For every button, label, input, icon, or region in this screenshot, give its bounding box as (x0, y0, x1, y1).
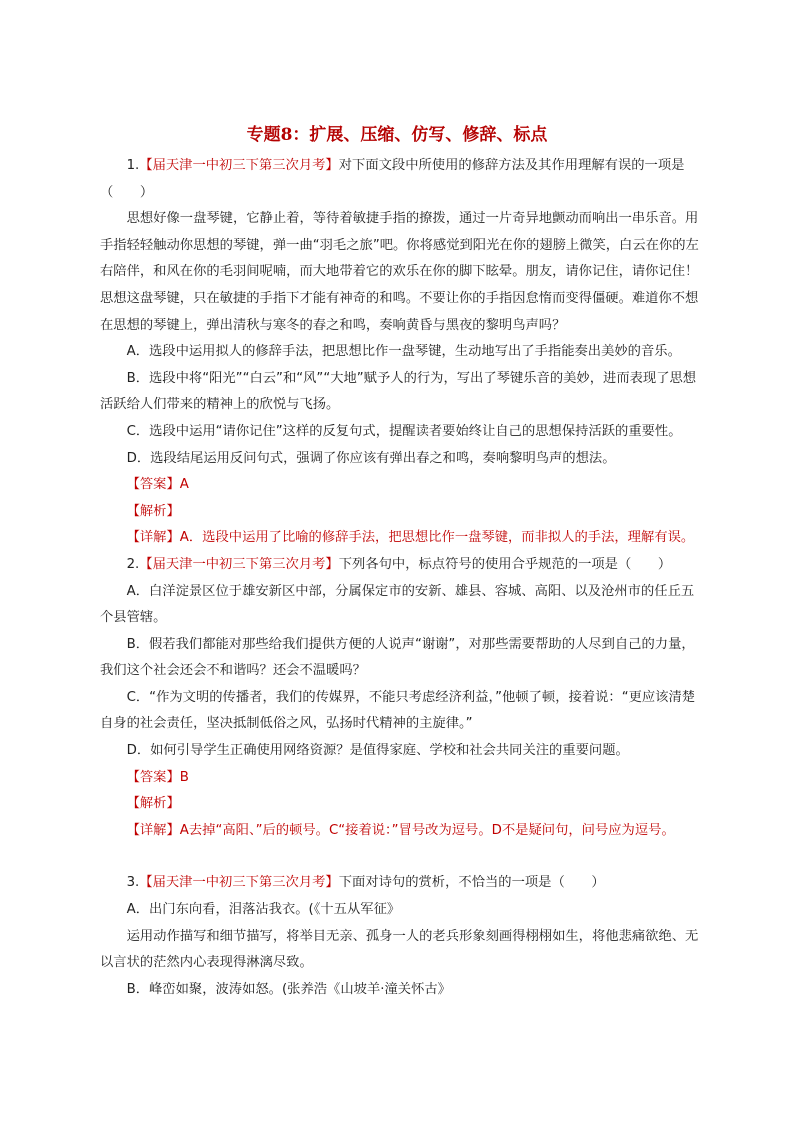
option-d: D．如何引导学生正确使用网络资源？是值得家庭、学校和社会共同关注的重要问题。 (126, 743, 629, 759)
option-b: B．假若我们都能对那些给我们提供方便的人说声“谢谢”，对那些需要帮助的人尽到自己的力量，我们这个社会还会不和谐吗？还会不温暖吗？ (100, 636, 695, 679)
option-c: C．选段中运用“请你记住”这样的反复句式，提醒读者要始终让自己的思想保持活跃的重要性。 (126, 423, 682, 439)
question-text: 下列各句中，标点符号的使用合乎规范的一项是（ ） (338, 556, 672, 572)
question-number: 3. (126, 875, 140, 891)
question-text: 下面对诗句的赏析，不恰当的一项是（ ） (338, 875, 605, 891)
answer-label: 【答案】 (126, 769, 180, 785)
answer-value: A (179, 477, 189, 493)
question-source: 【届天津一中初三下第三次月考】 (139, 158, 339, 173)
option-a: A．白洋淀景区位于雄安新区中部，分属保定市的安新、雄县、容城、高阳、以及沧州市的任丘五个县管辖。 (100, 583, 695, 626)
detail-label: 【详解】 (126, 530, 180, 546)
option-a: A．选段中运用拟人的修辞手法，把思想比作一盘琴键，生动地写出了手指能奏出美妙的音乐。 (126, 344, 681, 360)
option-b: B．选段中将“阳光”“白云”和“风”“大地”赋予人的行为，写出了琴键乐音的美妙，进而表现了思想活跃给人们带来的精神上的欣悦与飞扬。 (100, 370, 697, 413)
option-a: A．出门东向看，泪落沾我衣。(《十五从军征》 (126, 902, 401, 918)
question-source: 【届天津一中初三下第三次月考】 (139, 875, 339, 891)
question-2-stem (100, 552, 700, 579)
answer-line (100, 765, 700, 792)
detail-label: 【详解】 (126, 822, 180, 838)
analysis-label: 【解析】 (126, 503, 180, 519)
answer-line (100, 472, 700, 499)
answer-label: 【答案】 (126, 477, 180, 493)
question-3-stem (100, 870, 700, 897)
question-text: 对下面文段中所使用的修辞方法及其作用理解有误的一项是 (338, 158, 685, 173)
detail-line (100, 525, 700, 552)
option-d: D．选段结尾运用反问句式，强调了你应该有弹出春之和鸣，奏响黎明鸟声的想法。 (126, 450, 616, 466)
analysis-label: 【解析】 (126, 796, 180, 812)
detail-text: A去掉“高阳、”后的顿号。C“接着说：”冒号改为逗号。D不是疑问句，问号应为逗号。 (179, 822, 675, 838)
spacer (100, 844, 700, 870)
page-title: 专题8：扩展、压缩、仿写、修辞、标点 (246, 125, 548, 145)
question-number: 1. (126, 158, 140, 173)
detail-text: A．选段中运用了比喻的修辞手法，把思想比作一盘琴键，而非拟人的手法，理解有误。 (179, 530, 695, 546)
option-b: B．峰峦如聚，波涛如怒。(张养浩《山坡羊·潼关怀古》 (126, 981, 451, 997)
question-1-passage: 思想好像一盘琴键，它静止着，等待着敏捷手指的撩拨，通过一片奇异地颤动而响出一串乐音。用手指轻轻触动你思想的琴键，弹一曲“羽毛之旅”吧。你将感觉到阳光在你的翅膀上微笑，白云在你的左右陪伴，和风在你的毛羽间呢喃，而大地带着它的欢乐在你的脚下眩晕。朋友，请你记住，请你记住！思想这盘琴键，只在敏捷的手指下才能有神奇的和鸣。不要让你的手指因怠惰而变得僵硬。难道你不想在思想的琴键上，弹出清秋与寒冬的春之和鸣，奏响黄昏与黑夜的黎明鸟声吗？ (100, 211, 699, 333)
question-source: 【届天津一中初三下第三次月考】 (139, 556, 339, 572)
question-blank: （ ） (100, 184, 154, 200)
question-1-stem (100, 153, 700, 180)
document-body (100, 153, 700, 1003)
option-a-analysis: 运用动作描写和细节描写，将举目无亲、孤身一人的老兵形象刻画得栩栩如生，将他悲痛欲绝、无以言状的茫然内心表现得淋漓尽致。 (100, 928, 699, 971)
answer-value: B (179, 769, 189, 785)
question-number: 2. (126, 556, 140, 572)
detail-line (100, 818, 700, 845)
option-c: C．“作为文明的传播者，我们的传媒界，不能只考虑经济利益，”他顿了顿，接着说：“更应该清楚自身的社会责任，坚决抵制低俗之风，弘扬时代精神的主旋律。” (100, 689, 696, 732)
